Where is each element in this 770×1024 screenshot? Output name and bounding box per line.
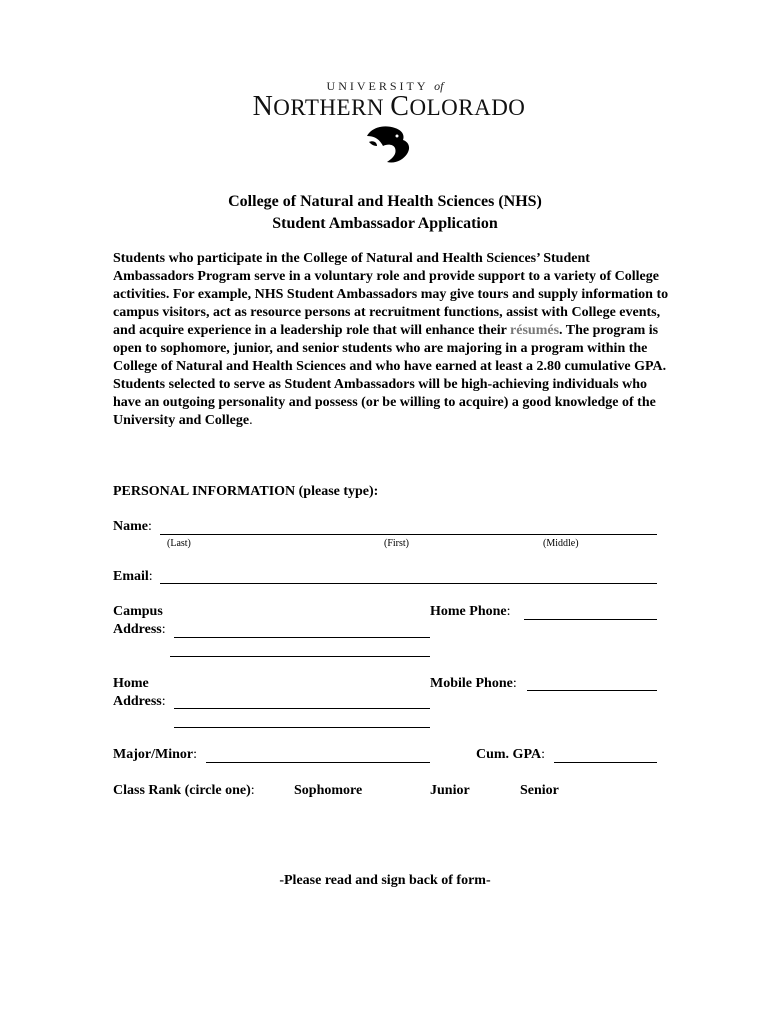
name-sub-first: (First): [384, 538, 409, 549]
class-rank-option-junior[interactable]: Junior: [430, 783, 470, 798]
major-minor-label: [113, 747, 197, 763]
home-address-field-2[interactable]: [174, 727, 430, 728]
class-rank-colon: :: [250, 783, 255, 798]
home-phone-colon: :: [506, 604, 511, 619]
home-address-field-1[interactable]: [174, 708, 430, 709]
logo-initial-n: N: [252, 91, 274, 122]
gpa-field[interactable]: [554, 762, 657, 763]
intro-text-part1: Students who participate in the College of Natural and Health Sciences’ Student Ambassadors Program serve in a voluntary role and provide support to a variety of College activities. For example, NHS Student Ambassadors may give tours and supply information to campus visitors, act as resource persons at recruitment functions, assist with College events, and acquire experience in a leadership role that will enhance their: [113, 251, 669, 338]
name-field[interactable]: [160, 534, 657, 535]
name-label: [113, 519, 152, 535]
form-title: College of Natural and Health Sciences (NHS): [228, 193, 542, 210]
email-label-text: Email: [113, 569, 149, 584]
campus-address-label: [113, 622, 166, 638]
form-subtitle: Student Ambassador Application: [272, 215, 498, 232]
home-phone-field[interactable]: [524, 619, 657, 620]
mobile-phone-label: [430, 676, 517, 692]
home-phone-label-text: Home Phone: [430, 604, 507, 619]
campus-address-field-2[interactable]: [170, 656, 430, 657]
intro-text-part2: . The program is open to sophomore, junior, and senior students who are majoring in a program within the College of Natural and Health Sciences and who have earned at least a 2.80 cumulative GPA. Students selected to serve as Student Ambassadors will be high-achieving individuals who have an outgoing personality and possess (or be willing to acquire) a good knowledge of the University and College: [113, 323, 667, 428]
gpa-colon: :: [541, 747, 545, 762]
home-address-label: [113, 694, 166, 710]
logo-of-text: of: [434, 79, 444, 93]
name-label-text: Name: [113, 519, 148, 534]
logo-university-text: UNIVERSITY: [326, 79, 429, 93]
logo-word-northern: ORTHERN: [273, 95, 385, 120]
email-label: [113, 569, 153, 585]
bear-head-icon: [363, 124, 413, 164]
intro-text-end: .: [249, 413, 253, 428]
class-rank-label: [113, 783, 255, 799]
mobile-phone-field[interactable]: [527, 690, 657, 691]
campus-address-colon: :: [161, 622, 166, 637]
email-field[interactable]: [160, 583, 657, 584]
personal-info-heading: PERSONAL INFORMATION (please type):: [113, 484, 379, 499]
logo-initial-c: C: [390, 91, 410, 122]
name-sub-middle: (Middle): [543, 538, 579, 549]
class-rank-option-sophomore[interactable]: Sophomore: [294, 783, 363, 798]
logo-word-colorado: OLORADO: [409, 95, 526, 120]
major-minor-colon: :: [193, 747, 197, 762]
home-address-label-text: Address: [113, 694, 162, 709]
mobile-phone-label-text: Mobile Phone: [430, 676, 513, 691]
campus-label: Campus: [113, 604, 163, 619]
home-phone-label: [430, 604, 511, 620]
name-colon: :: [148, 519, 152, 534]
campus-address-field-1[interactable]: [174, 637, 430, 638]
major-minor-label-text: Major/Minor: [113, 747, 194, 762]
email-colon: :: [148, 569, 153, 584]
gpa-label-text: Cum. GPA: [476, 747, 542, 762]
intro-paragraph: [113, 250, 673, 430]
home-address-colon: :: [161, 694, 166, 709]
home-label: Home: [113, 676, 149, 691]
gpa-label: [476, 747, 545, 763]
class-rank-option-senior[interactable]: Senior: [520, 783, 559, 798]
logo-name: [0, 92, 770, 123]
class-rank-label-text: Class Rank (circle one): [113, 783, 251, 798]
footer-instruction: -Please read and sign back of form-: [279, 873, 491, 888]
intro-resumes-word: résumés: [510, 323, 560, 338]
name-sub-last: (Last): [167, 538, 191, 549]
mobile-phone-colon: :: [512, 676, 517, 691]
campus-address-label-text: Address: [113, 622, 162, 637]
major-minor-field[interactable]: [206, 762, 430, 763]
